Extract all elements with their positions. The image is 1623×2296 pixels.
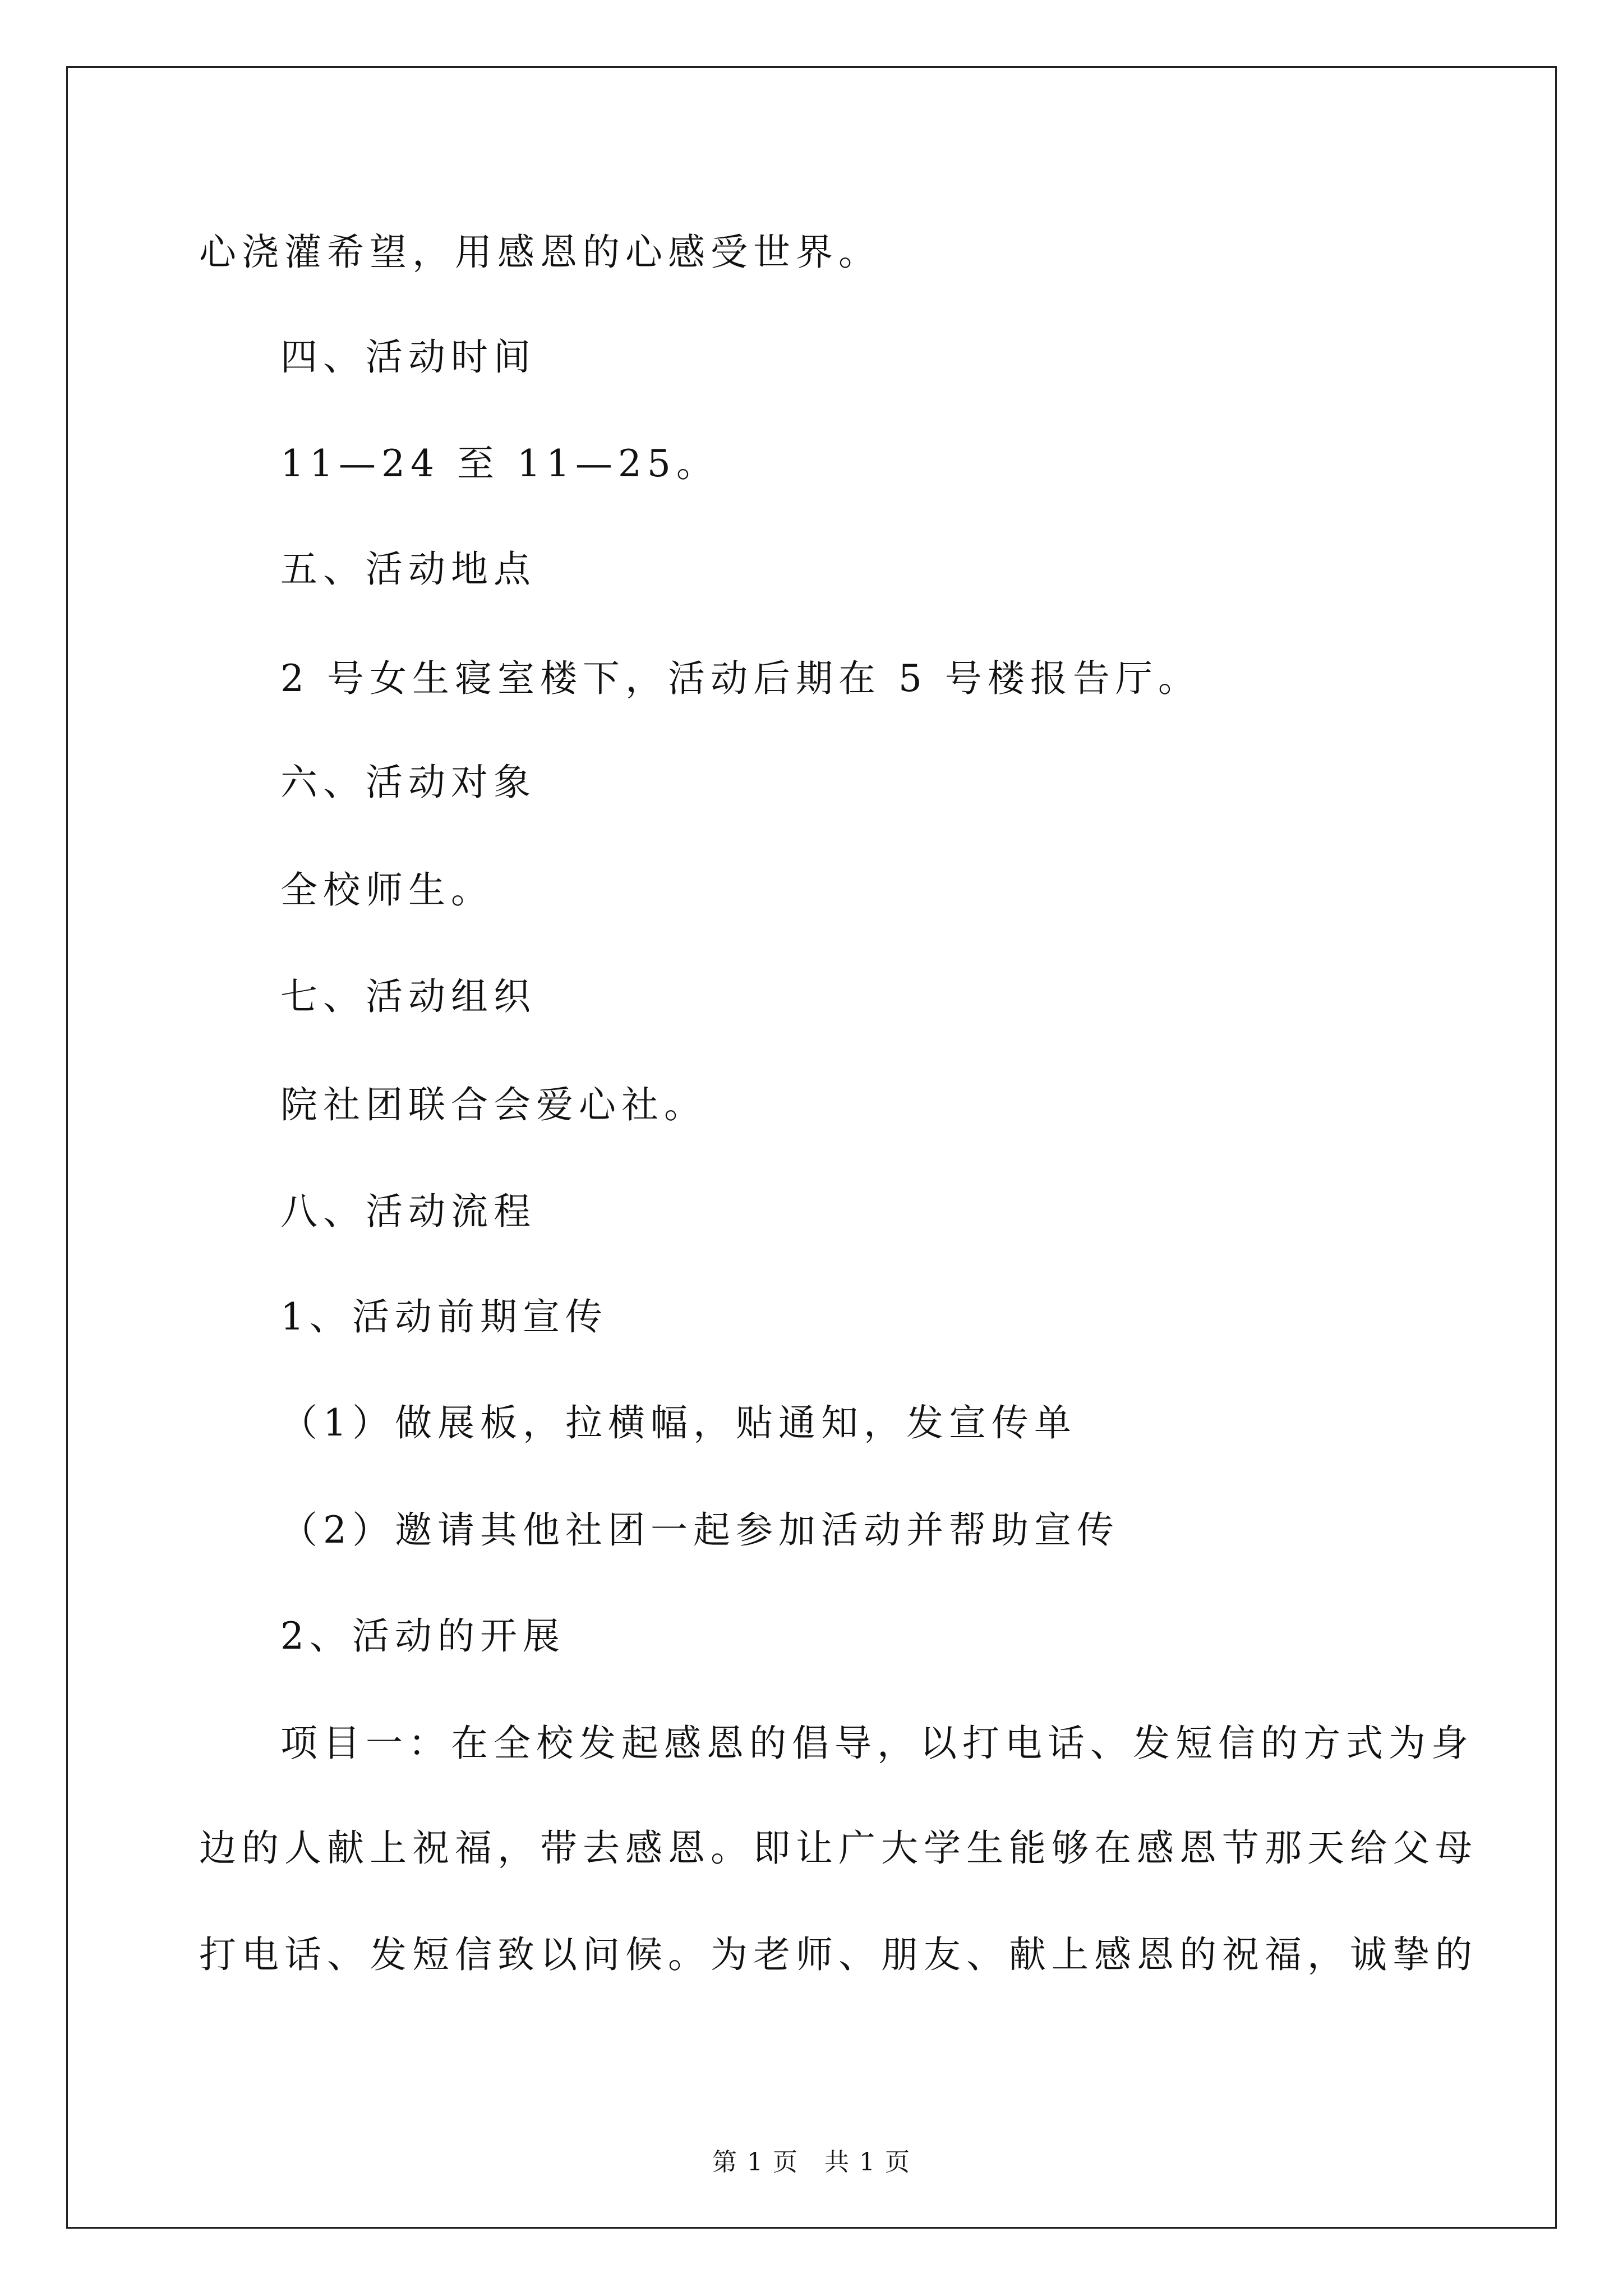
activity-location-text: 2 号女生寝室楼下，活动后期在 5 号楼报告厅。 xyxy=(280,657,1201,700)
activity-organizer-text: 院社团联合会爱心社。 xyxy=(280,1083,707,1126)
promotion-item-2: （2）邀请其他社团一起参加活动并帮助宣传 xyxy=(280,1508,1119,1552)
section-heading-process: 八、活动流程 xyxy=(280,1190,536,1233)
promotion-item-1: （1）做展板，拉横幅，贴通知，发宣传单 xyxy=(280,1401,1077,1444)
process-step-promotion: 1、活动前期宣传 xyxy=(280,1295,608,1338)
process-step-execution: 2、活动的开展 xyxy=(280,1614,565,1658)
activity-time-text: 11—24 至 11—25。 xyxy=(280,442,719,485)
paragraph-continuation: 心浇灌希望，用感恩的心感受世界。 xyxy=(199,231,881,274)
section-heading-audience: 六、活动对象 xyxy=(280,761,536,804)
project-one-line-1: 项目一：在全校发起感恩的倡导，以打电话、发短信的方式为身 xyxy=(280,1722,1474,1765)
document-body xyxy=(199,0,1478,2076)
section-heading-organizer: 七、活动组织 xyxy=(280,975,536,1018)
page-number-footer: 第 1 页 共 1 页 xyxy=(712,2148,911,2177)
project-one-line-3: 打电话、发短信致以问候。为老师、朋友、献上感恩的祝福，诚挚的 xyxy=(199,1933,1478,1976)
project-one-line-2: 边的人献上祝福，带去感恩。即让广大学生能够在感恩节那天给父母 xyxy=(199,1826,1478,1870)
section-heading-time: 四、活动时间 xyxy=(280,335,536,379)
section-heading-location: 五、活动地点 xyxy=(280,547,536,591)
activity-audience-text: 全校师生。 xyxy=(280,868,494,912)
